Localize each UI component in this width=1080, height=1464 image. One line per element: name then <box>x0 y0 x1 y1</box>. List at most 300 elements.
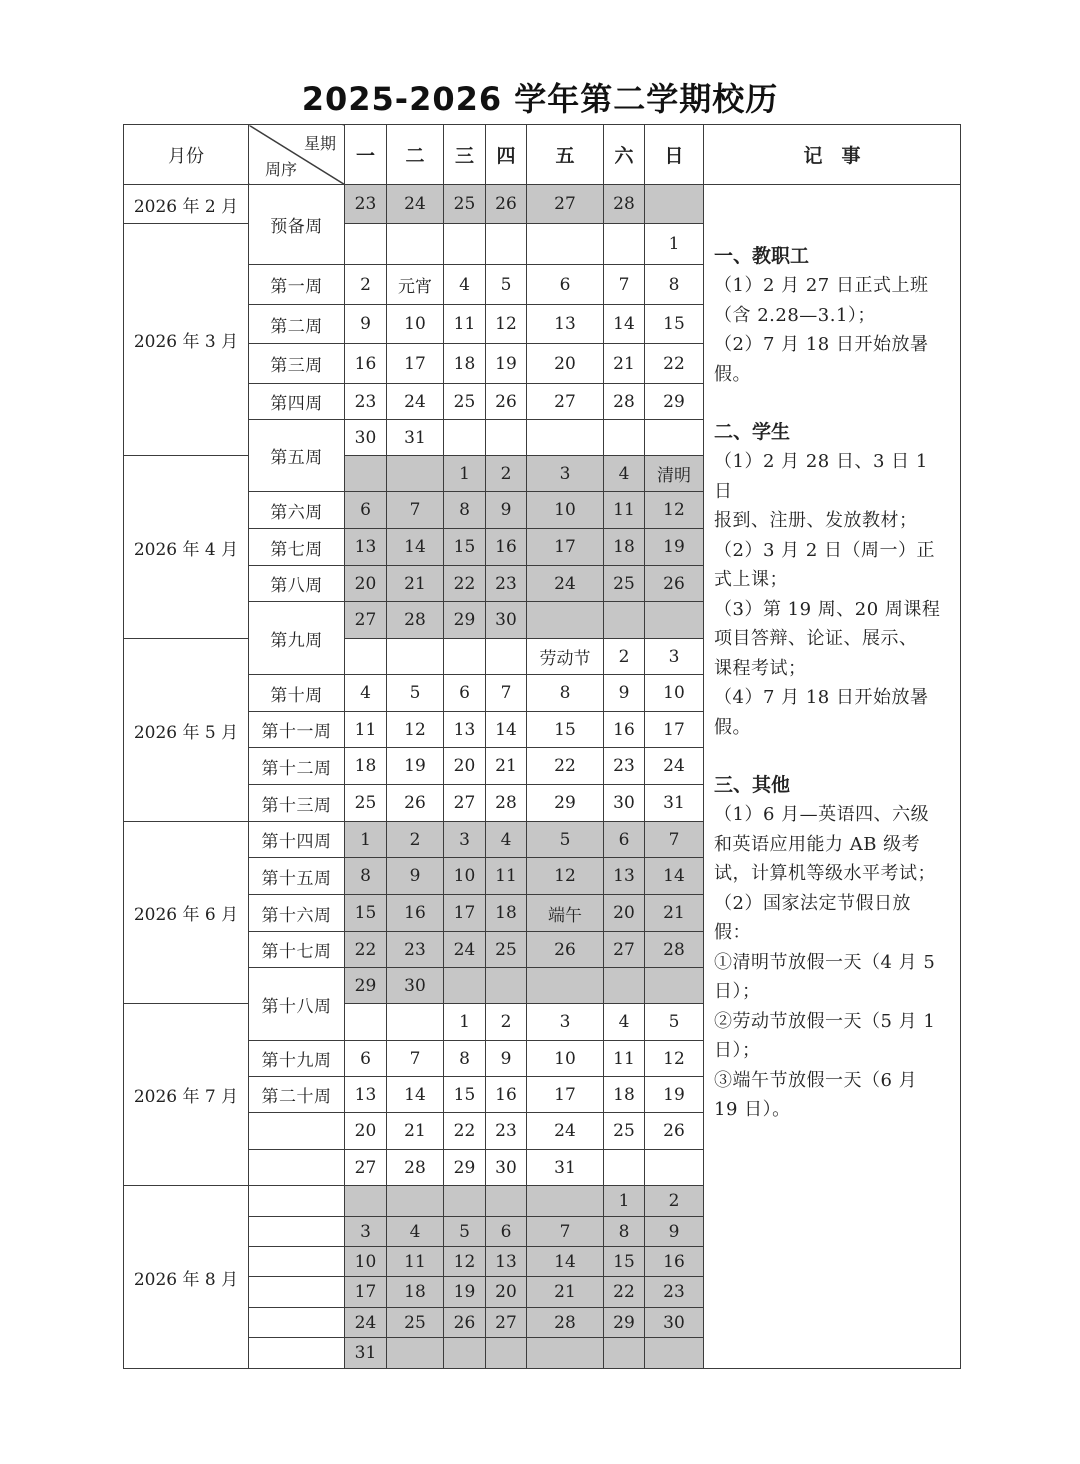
header-weekday-label: 星期 <box>303 134 336 153</box>
week-label: 第六周 <box>249 492 345 529</box>
notes-line: ③端午节放假一天（6 月 <box>714 1069 918 1091</box>
day-cell: 17 <box>527 529 604 566</box>
day-cell: 9 <box>604 675 645 712</box>
day-cell: 30 <box>486 1150 527 1186</box>
day-cell: 15 <box>527 712 604 748</box>
header-weekday: 五 <box>527 125 604 185</box>
week-label: 第十六周 <box>249 895 345 932</box>
day-cell: 劳动节 <box>527 639 604 675</box>
day-cell: 24 <box>527 1113 604 1150</box>
day-cell: 5 <box>444 1217 486 1247</box>
day-cell: 25 <box>444 384 486 420</box>
notes-line: 假： <box>714 922 751 943</box>
day-cell <box>387 456 444 492</box>
week-label: 第一周 <box>249 265 345 305</box>
day-cell: 16 <box>486 1077 527 1113</box>
day-cell: 2 <box>345 265 387 305</box>
week-label: 第十周 <box>249 675 345 712</box>
day-cell <box>645 420 704 456</box>
day-cell: 18 <box>486 895 527 932</box>
header-weekday: 三 <box>444 125 486 185</box>
week-label: 第十八周 <box>249 968 345 1041</box>
day-cell: 端午 <box>527 895 604 932</box>
day-cell: 9 <box>486 492 527 529</box>
day-cell: 16 <box>486 529 527 566</box>
day-cell: 10 <box>387 305 444 344</box>
day-cell: 31 <box>645 785 704 822</box>
day-cell: 24 <box>645 748 704 785</box>
day-cell: 11 <box>604 1041 645 1077</box>
header-weekday: 日 <box>645 125 704 185</box>
week-label: 第八周 <box>249 566 345 602</box>
day-cell: 23 <box>345 185 387 224</box>
day-cell <box>345 1186 387 1217</box>
day-cell: 3 <box>645 639 704 675</box>
day-cell: 22 <box>645 344 704 384</box>
week-label <box>249 1277 345 1308</box>
week-label <box>249 1186 345 1217</box>
notes-line: 报到、注册、发放教材； <box>714 510 918 531</box>
day-cell <box>486 1338 527 1369</box>
day-cell: 4 <box>387 1217 444 1247</box>
week-label: 第十五周 <box>249 858 345 895</box>
header-diagonal <box>249 125 345 185</box>
day-cell: 20 <box>604 895 645 932</box>
day-cell: 14 <box>527 1247 604 1277</box>
day-cell: 18 <box>444 344 486 384</box>
day-cell: 3 <box>345 1217 387 1247</box>
day-cell: 20 <box>345 566 387 602</box>
day-cell: 23 <box>486 566 527 602</box>
day-cell: 7 <box>527 1217 604 1247</box>
day-cell: 18 <box>604 529 645 566</box>
day-cell <box>444 1186 486 1217</box>
day-cell: 8 <box>444 492 486 529</box>
day-cell <box>645 1150 704 1186</box>
day-cell <box>345 224 387 265</box>
day-cell <box>444 968 486 1004</box>
day-cell: 19 <box>486 344 527 384</box>
day-cell: 18 <box>387 1277 444 1308</box>
day-cell: 14 <box>645 858 704 895</box>
header-month: 月份 <box>124 125 249 185</box>
school-calendar-table <box>123 124 961 1369</box>
day-cell: 12 <box>645 1041 704 1077</box>
day-cell: 26 <box>645 1113 704 1150</box>
week-label: 预备周 <box>249 185 345 265</box>
day-cell: 8 <box>345 858 387 895</box>
day-cell: 25 <box>444 185 486 224</box>
week-label: 第二十周 <box>249 1077 345 1113</box>
day-cell: 16 <box>645 1247 704 1277</box>
day-cell: 3 <box>444 822 486 858</box>
day-cell: 27 <box>604 932 645 968</box>
day-cell <box>444 639 486 675</box>
day-cell: 11 <box>345 712 387 748</box>
day-cell <box>387 224 444 265</box>
day-cell: 20 <box>527 344 604 384</box>
day-cell: 17 <box>444 895 486 932</box>
day-cell <box>444 224 486 265</box>
notes-line: 日）； <box>714 1040 761 1061</box>
day-cell: 16 <box>387 895 444 932</box>
notes-section-heading: 二、学生 <box>714 421 791 443</box>
day-cell <box>645 602 704 639</box>
week-label: 第十二周 <box>249 748 345 785</box>
week-label <box>249 1247 345 1277</box>
month-label: 2026 年 3 月 <box>124 224 249 456</box>
day-cell: 19 <box>645 1077 704 1113</box>
day-cell: 5 <box>645 1004 704 1041</box>
day-cell: 14 <box>387 529 444 566</box>
day-cell: 24 <box>345 1308 387 1338</box>
day-cell: 31 <box>527 1150 604 1186</box>
day-cell: 15 <box>345 895 387 932</box>
day-cell: 7 <box>387 492 444 529</box>
day-cell: 17 <box>345 1277 387 1308</box>
day-cell: 28 <box>604 185 645 224</box>
day-cell: 29 <box>604 1308 645 1338</box>
day-cell: 21 <box>486 748 527 785</box>
day-cell <box>345 639 387 675</box>
notes-line: （1）2 月 27 日正式上班 <box>714 275 929 296</box>
day-cell: 6 <box>604 822 645 858</box>
day-cell: 20 <box>345 1113 387 1150</box>
day-cell: 16 <box>604 712 645 748</box>
day-cell: 2 <box>645 1186 704 1217</box>
day-cell: 2 <box>486 456 527 492</box>
day-cell: 25 <box>604 1113 645 1150</box>
day-cell: 7 <box>486 675 527 712</box>
day-cell: 16 <box>345 344 387 384</box>
month-label: 2026 年 6 月 <box>124 822 249 1004</box>
day-cell: 22 <box>604 1277 645 1308</box>
header-notes: 记 事 <box>704 125 961 185</box>
notes-section-heading: 一、教职工 <box>714 245 810 267</box>
day-cell: 9 <box>345 305 387 344</box>
day-cell: 14 <box>387 1077 444 1113</box>
day-cell: 19 <box>444 1277 486 1308</box>
day-cell: 13 <box>486 1247 527 1277</box>
day-cell <box>345 1004 387 1041</box>
day-cell: 25 <box>486 932 527 968</box>
day-cell: 5 <box>486 265 527 305</box>
day-cell: 11 <box>444 305 486 344</box>
day-cell: 22 <box>527 748 604 785</box>
day-cell <box>486 968 527 1004</box>
day-cell: 21 <box>387 1113 444 1150</box>
notes-line: ②劳动节放假一天（5 月 1 <box>714 1010 936 1032</box>
day-cell: 17 <box>387 344 444 384</box>
day-cell: 27 <box>486 1308 527 1338</box>
notes-line: 课程考试； <box>714 657 807 679</box>
day-cell: 7 <box>645 822 704 858</box>
day-cell: 28 <box>527 1308 604 1338</box>
day-cell: 28 <box>645 932 704 968</box>
day-cell <box>387 639 444 675</box>
day-cell: 2 <box>387 822 444 858</box>
day-cell <box>387 1186 444 1217</box>
month-label: 2026 年 7 月 <box>124 1004 249 1186</box>
notes-line: （2）7 月 18 日开始放暑 <box>714 334 929 355</box>
week-label: 第十九周 <box>249 1041 345 1077</box>
day-cell: 9 <box>387 858 444 895</box>
day-cell: 4 <box>444 265 486 305</box>
day-cell: 24 <box>527 566 604 602</box>
day-cell: 12 <box>645 492 704 529</box>
day-cell <box>345 456 387 492</box>
day-cell: 30 <box>387 968 444 1004</box>
day-cell: 23 <box>486 1113 527 1150</box>
notes-line: 试，计算机等级水平考试； <box>714 863 936 884</box>
day-cell: 13 <box>527 305 604 344</box>
day-cell: 19 <box>387 748 444 785</box>
day-cell <box>486 639 527 675</box>
day-cell: 4 <box>486 822 527 858</box>
week-label <box>249 1217 345 1247</box>
week-label <box>249 1150 345 1186</box>
day-cell <box>486 1186 527 1217</box>
header-weekday: 六 <box>604 125 645 185</box>
notes-line: 和英语应用能力 AB 级考 <box>714 833 921 855</box>
day-cell: 13 <box>345 1077 387 1113</box>
week-label: 第十一周 <box>249 712 345 748</box>
day-cell: 29 <box>527 785 604 822</box>
day-cell <box>645 185 704 224</box>
day-cell: 27 <box>527 384 604 420</box>
day-cell <box>527 224 604 265</box>
day-cell: 20 <box>486 1277 527 1308</box>
day-cell: 30 <box>486 602 527 639</box>
day-cell: 15 <box>645 305 704 344</box>
day-cell: 14 <box>486 712 527 748</box>
day-cell: 3 <box>527 456 604 492</box>
day-cell: 15 <box>444 529 486 566</box>
day-cell: 1 <box>645 224 704 265</box>
day-cell <box>486 224 527 265</box>
header-weekday: 二 <box>387 125 444 185</box>
day-cell: 1 <box>444 1004 486 1041</box>
week-label: 第四周 <box>249 384 345 420</box>
day-cell: 4 <box>604 1004 645 1041</box>
day-cell: 9 <box>486 1041 527 1077</box>
day-cell <box>604 968 645 1004</box>
day-cell: 9 <box>645 1217 704 1247</box>
day-cell: 4 <box>345 675 387 712</box>
day-cell: 22 <box>345 932 387 968</box>
day-cell: 20 <box>444 748 486 785</box>
day-cell: 18 <box>345 748 387 785</box>
notes-line: （1）2 月 28 日、3 日 1 日 <box>714 451 928 502</box>
week-label: 第二周 <box>249 305 345 344</box>
day-cell: 1 <box>604 1186 645 1217</box>
notes-line: 19 日）。 <box>714 1099 791 1120</box>
day-cell: 23 <box>645 1277 704 1308</box>
week-label: 第九周 <box>249 602 345 675</box>
day-cell: 24 <box>444 932 486 968</box>
notes-line: ①清明节放假一天（4 月 5 <box>714 951 936 973</box>
calendar-row <box>124 185 961 224</box>
day-cell: 18 <box>604 1077 645 1113</box>
day-cell: 23 <box>387 932 444 968</box>
day-cell: 31 <box>345 1338 387 1369</box>
day-cell: 21 <box>645 895 704 932</box>
notes-line: 假。 <box>714 716 751 738</box>
day-cell: 11 <box>604 492 645 529</box>
day-cell: 21 <box>387 566 444 602</box>
day-cell: 12 <box>527 858 604 895</box>
day-cell <box>527 420 604 456</box>
day-cell <box>444 1338 486 1369</box>
day-cell: 11 <box>486 858 527 895</box>
day-cell: 29 <box>345 968 387 1004</box>
day-cell: 8 <box>444 1041 486 1077</box>
day-cell: 6 <box>444 675 486 712</box>
day-cell: 29 <box>444 1150 486 1186</box>
day-cell: 27 <box>345 1150 387 1186</box>
day-cell: 7 <box>387 1041 444 1077</box>
day-cell <box>527 602 604 639</box>
day-cell: 26 <box>486 384 527 420</box>
day-cell: 22 <box>444 1113 486 1150</box>
day-cell <box>604 1150 645 1186</box>
day-cell <box>604 1338 645 1369</box>
notes-line: （1）6 月—英语四、六级 <box>714 804 930 825</box>
day-cell: 26 <box>387 785 444 822</box>
week-label: 第十三周 <box>249 785 345 822</box>
week-label <box>249 1308 345 1338</box>
day-cell: 23 <box>345 384 387 420</box>
day-cell: 13 <box>444 712 486 748</box>
day-cell <box>387 1004 444 1041</box>
day-cell: 28 <box>387 1150 444 1186</box>
day-cell: 4 <box>604 456 645 492</box>
day-cell: 5 <box>387 675 444 712</box>
day-cell <box>444 420 486 456</box>
day-cell: 24 <box>387 384 444 420</box>
week-label: 第十四周 <box>249 822 345 858</box>
week-label <box>249 1113 345 1150</box>
day-cell: 17 <box>527 1077 604 1113</box>
day-cell: 26 <box>645 566 704 602</box>
page-title: 2025-2026 学年第二学期校历 <box>301 80 779 118</box>
day-cell: 22 <box>444 566 486 602</box>
day-cell: 2 <box>604 639 645 675</box>
month-label: 2026 年 8 月 <box>124 1186 249 1369</box>
day-cell <box>527 1186 604 1217</box>
day-cell: 清明 <box>645 456 704 492</box>
week-label: 第七周 <box>249 529 345 566</box>
notes-line: （4）7 月 18 日开始放暑 <box>714 687 929 708</box>
header-row <box>124 125 961 185</box>
day-cell: 26 <box>486 185 527 224</box>
header-weekday: 四 <box>486 125 527 185</box>
day-cell: 8 <box>527 675 604 712</box>
day-cell: 10 <box>444 858 486 895</box>
day-cell: 8 <box>604 1217 645 1247</box>
day-cell: 10 <box>527 492 604 529</box>
day-cell: 8 <box>645 265 704 305</box>
day-cell: 30 <box>345 420 387 456</box>
day-cell: 14 <box>604 305 645 344</box>
header-week-order-label: 周序 <box>265 160 298 179</box>
week-label: 第十七周 <box>249 932 345 968</box>
month-label: 2026 年 2 月 <box>124 185 249 224</box>
notes-line: （2）3 月 2 日（周一）正 <box>714 539 936 561</box>
day-cell: 元宵 <box>387 265 444 305</box>
day-cell <box>604 224 645 265</box>
day-cell <box>645 1338 704 1369</box>
day-cell: 6 <box>486 1217 527 1247</box>
day-cell: 15 <box>604 1247 645 1277</box>
day-cell: 29 <box>444 602 486 639</box>
notes-line: （含 2.28—3.1）； <box>714 304 876 326</box>
day-cell: 24 <box>387 185 444 224</box>
day-cell: 6 <box>345 492 387 529</box>
day-cell: 28 <box>387 602 444 639</box>
day-cell: 1 <box>444 456 486 492</box>
day-cell: 7 <box>604 265 645 305</box>
day-cell: 30 <box>645 1308 704 1338</box>
notes-line: （3）第 19 周、20 周课程 <box>714 598 941 620</box>
header-weekday: 一 <box>345 125 387 185</box>
day-cell <box>527 968 604 1004</box>
day-cell: 28 <box>604 384 645 420</box>
day-cell: 12 <box>444 1247 486 1277</box>
day-cell: 12 <box>486 305 527 344</box>
day-cell: 17 <box>645 712 704 748</box>
week-label: 第五周 <box>249 420 345 492</box>
day-cell: 21 <box>604 344 645 384</box>
day-cell <box>387 1338 444 1369</box>
day-cell <box>645 968 704 1004</box>
week-label: 第三周 <box>249 344 345 384</box>
notes-line: 日）； <box>714 981 761 1002</box>
month-label: 2026 年 5 月 <box>124 639 249 822</box>
day-cell: 1 <box>345 822 387 858</box>
day-cell: 29 <box>645 384 704 420</box>
day-cell: 13 <box>604 858 645 895</box>
day-cell: 5 <box>527 822 604 858</box>
day-cell: 28 <box>486 785 527 822</box>
day-cell <box>527 1338 604 1369</box>
day-cell: 10 <box>345 1247 387 1277</box>
day-cell: 31 <box>387 420 444 456</box>
day-cell: 26 <box>444 1308 486 1338</box>
notes-line: 项目答辩、论证、展示、 <box>714 628 918 649</box>
day-cell: 27 <box>527 185 604 224</box>
day-cell: 25 <box>604 566 645 602</box>
day-cell: 25 <box>387 1308 444 1338</box>
day-cell: 30 <box>604 785 645 822</box>
day-cell: 27 <box>345 602 387 639</box>
day-cell: 25 <box>345 785 387 822</box>
notes-content <box>704 185 960 1125</box>
day-cell: 12 <box>387 712 444 748</box>
notes-panel <box>704 185 961 1369</box>
notes-line: 假。 <box>714 363 751 385</box>
day-cell: 19 <box>645 529 704 566</box>
day-cell: 10 <box>527 1041 604 1077</box>
day-cell: 6 <box>527 265 604 305</box>
notes-line: 式上课； <box>714 569 788 590</box>
day-cell: 11 <box>387 1247 444 1277</box>
day-cell <box>486 420 527 456</box>
week-label <box>249 1338 345 1369</box>
day-cell: 27 <box>444 785 486 822</box>
day-cell: 6 <box>345 1041 387 1077</box>
day-cell: 2 <box>486 1004 527 1041</box>
